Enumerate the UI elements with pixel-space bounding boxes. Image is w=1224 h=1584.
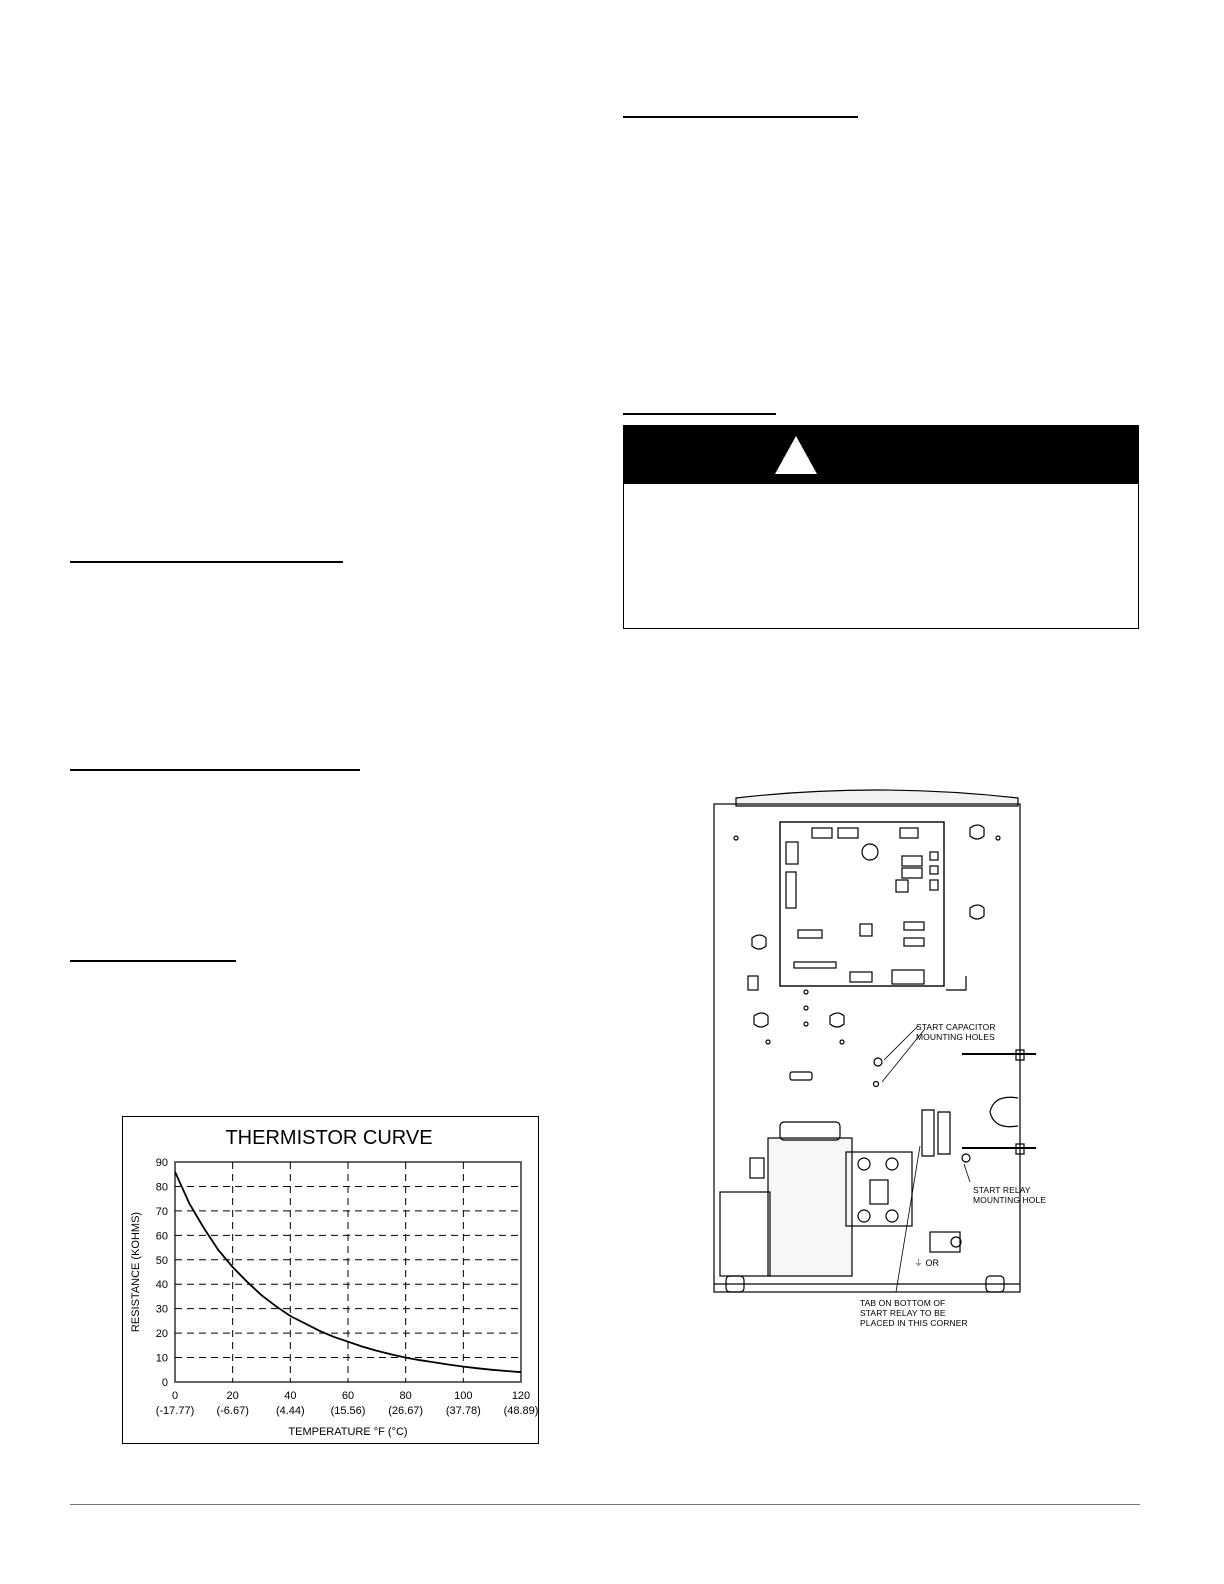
start-relay-callout (973, 1185, 1046, 1205)
section-heading-rule-left-3 (70, 960, 236, 962)
y-tick-label: 20 (155, 1328, 168, 1341)
footer-rule (70, 1504, 1140, 1505)
warning-header (624, 426, 1138, 484)
ground-symbol: ⏚ OR (914, 1258, 940, 1268)
section-heading-rule-right-1 (623, 116, 858, 118)
y-tick-label: 70 (155, 1205, 168, 1218)
x-tick-label: 80 (399, 1390, 412, 1402)
x-tick-celsius-label: (15.56) (330, 1405, 366, 1417)
y-tick-label: 50 (155, 1254, 168, 1267)
y-tick-label: 80 (155, 1181, 168, 1194)
y-axis-label: RESISTANCE (KOHMS) (130, 1211, 142, 1333)
y-tick-label: 0 (161, 1377, 168, 1389)
start-relay-label-line: START RELAY (973, 1185, 1031, 1195)
x-tick-label: 120 (511, 1390, 531, 1402)
y-tick-label: 10 (155, 1352, 168, 1365)
thermistor-chart-frame (122, 1116, 539, 1444)
x-tick-label: 60 (341, 1390, 355, 1402)
x-tick-label: 40 (284, 1390, 297, 1402)
tab-callout (860, 1298, 968, 1328)
control-box-drawing (700, 780, 1060, 1340)
x-tick-label: 0 (171, 1390, 179, 1402)
x-tick-celsius-label: (-17.77) (155, 1405, 195, 1417)
tab-label-line: TAB ON BOTTOM OF (860, 1298, 946, 1308)
x-tick-celsius-label: (26.67) (388, 1405, 424, 1417)
y-tick-label: 40 (155, 1279, 168, 1292)
section-heading-rule-right-2 (623, 413, 776, 415)
section-heading-rule-left-1 (70, 561, 343, 563)
y-tick-label: 30 (155, 1303, 168, 1316)
x-tick-label: 100 (454, 1390, 473, 1402)
start-capacitor-callout (916, 1022, 996, 1042)
tab-label-line: PLACED IN THIS CORNER (860, 1318, 968, 1328)
y-tick-label: 60 (155, 1230, 168, 1243)
y-tick-label: 90 (155, 1157, 168, 1169)
x-tick-celsius-label: (4.44) (275, 1405, 305, 1417)
start-capacitor-label-line: MOUNTING HOLES (916, 1032, 995, 1042)
start-capacitor-label-line: START CAPACITOR (916, 1022, 996, 1032)
x-tick-celsius-label: (-6.67) (216, 1405, 249, 1417)
tab-label-line: START RELAY TO BE (860, 1308, 946, 1318)
warning-triangle-icon (773, 434, 819, 476)
x-axis-label: TEMPERATURE °F (°C) (288, 1426, 408, 1438)
x-tick-celsius-label: (48.89) (503, 1405, 538, 1417)
start-relay-label-line: MOUNTING HOLE (973, 1195, 1047, 1205)
unit-mounting-diagram (700, 780, 1060, 1340)
warning-box (623, 425, 1139, 629)
thermistor-chart (123, 1117, 538, 1443)
x-tick-label: 20 (226, 1390, 239, 1402)
x-tick-celsius-label: (37.78) (445, 1405, 481, 1417)
section-heading-rule-left-2 (70, 769, 360, 771)
chart-title: THERMISTOR CURVE (225, 1127, 433, 1149)
